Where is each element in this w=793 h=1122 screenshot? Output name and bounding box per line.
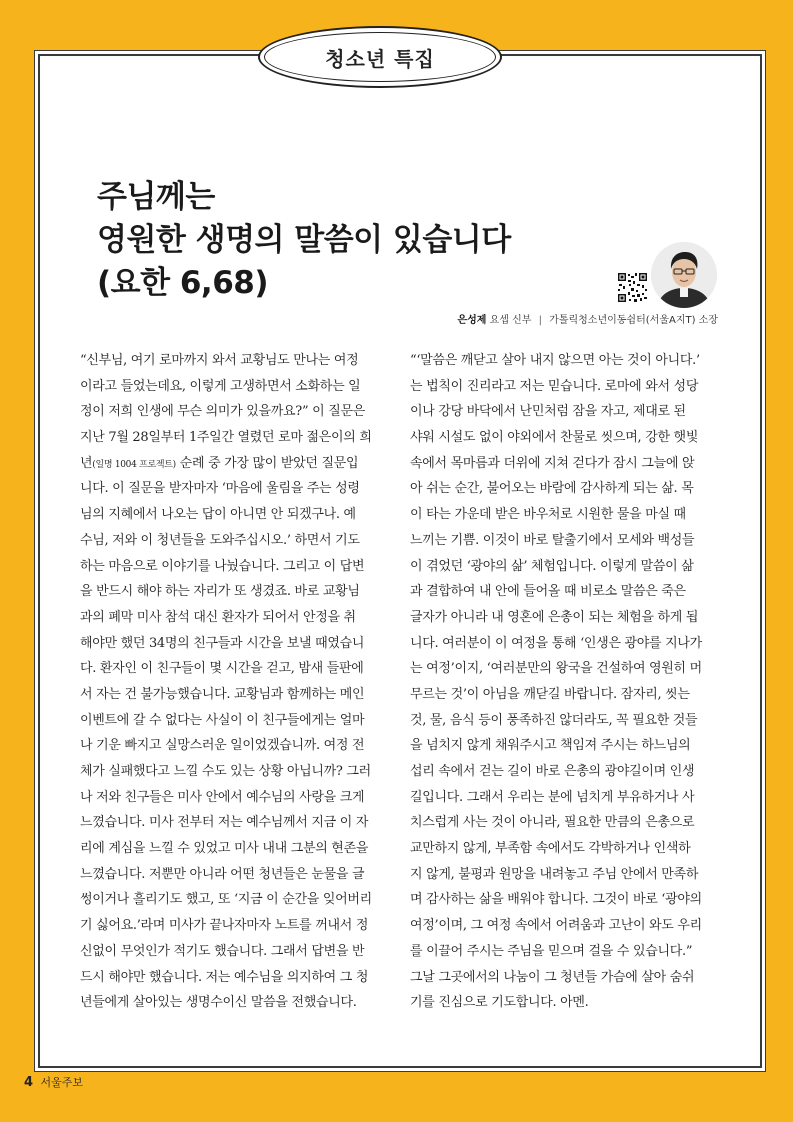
author-role: 요셉 신부 bbox=[489, 315, 532, 326]
body-line: 리에 계심을 느낄 수 있었고 미사 내내 그분의 현존을 bbox=[80, 841, 369, 857]
body-line: 썽이거나 흘리기도 했고, 또 ‘지금 이 순간을 잊어버리 bbox=[80, 892, 372, 908]
body-line: 를 이끌어 주시는 주님을 믿으며 걸을 수 있습니다.” bbox=[410, 943, 693, 959]
body-line: 이라고 들었는데요, 이렇게 고생하면서 소화하는 일 bbox=[80, 378, 361, 394]
body-line: 다. 환자인 이 친구들이 몇 시간을 걷고, 밤새 들판에 bbox=[80, 661, 364, 677]
body-line: 니다. 이 질문을 받자마자 ‘마음에 울림을 주는 성령 bbox=[80, 481, 360, 497]
body-line: 님의 지혜에서 나오는 답이 아니면 안 되겠구나. 예 bbox=[80, 507, 356, 523]
body-line: 나 기운 빠지고 실망스러운 일이었겠습니까. 여정 전 bbox=[80, 738, 365, 754]
page-number: 4 bbox=[24, 1075, 34, 1090]
body-line: 느꼈습니다. 저뿐만 아니라 어떤 청년들은 눈물을 글 bbox=[80, 866, 365, 882]
body-line: 지난 7월 28일부터 1주일간 열렸던 로마 젊은이의 희 bbox=[80, 430, 372, 446]
body-line: 드시 해야만 했습니다. 저는 예수님을 의지하여 그 청 bbox=[80, 969, 369, 985]
body-line: 기 싫어요.’라며 미사가 끝나자마자 노트를 꺼내서 정 bbox=[80, 918, 369, 934]
author-byline bbox=[457, 311, 718, 326]
body-line: 여정’이며, 그 여정 속에서 어려움과 고난이 와도 우리 bbox=[410, 918, 702, 934]
body-line: 느꼈습니다. 미사 전부터 저는 예수님께서 지금 이 자 bbox=[80, 815, 369, 831]
body-line: 무르는 것’이 아님을 깨닫길 바랍니다. 잠자리, 씻는 bbox=[410, 686, 690, 702]
body-line: 수님, 저와 이 청년들을 도와주십시오.’ 하면서 기도 bbox=[80, 532, 360, 548]
body-line: 기를 진심으로 기도합니다. 아멘. bbox=[410, 995, 589, 1011]
body-line: 이 겪었던 ‘광야의 삶’ 체험입니다. 이렇게 말씀이 삶 bbox=[410, 558, 694, 574]
body-line: 니다. 여러분이 이 여정을 통해 ‘인생은 광야를 지나가 bbox=[410, 635, 702, 651]
portrait-image bbox=[651, 242, 717, 308]
body-line: 는 법칙이 진리라고 저는 믿습니다. 로마에 와서 성당 bbox=[410, 378, 699, 394]
body-line: 나 저와 친구들은 미사 안에서 예수님의 사랑을 크게 bbox=[80, 789, 365, 805]
body-line: 그날 그곳에서의 나눔이 그 청년들 가슴에 살아 숨쉬 bbox=[410, 969, 695, 985]
body-line bbox=[80, 451, 385, 477]
body-column-right bbox=[410, 348, 720, 1016]
body-line: 서 자는 건 불가능했습니다. 교황님과 함께하는 메인 bbox=[80, 686, 365, 702]
body-line: 과의 폐막 미사 참석 대신 환자가 되어서 안정을 취 bbox=[80, 609, 356, 625]
title-line-3: (요한 6,68) bbox=[97, 265, 269, 301]
body-line: 을 반드시 해야 하는 자리가 또 생겼죠. 바로 교황님 bbox=[80, 584, 360, 600]
body-line: 이나 강당 바닥에서 난민처럼 잠을 자고, 제대로 된 bbox=[410, 404, 686, 420]
body-line: “‘말씀은 깨닫고 살아 내지 않으면 아는 것이 아니다.’ bbox=[410, 353, 700, 368]
body-line-text: 년 bbox=[80, 455, 93, 471]
qr-code-icon[interactable] bbox=[617, 272, 648, 303]
body-line: 체가 실패했다고 느낄 수도 있는 상황 아닙니까? 그러 bbox=[80, 764, 371, 779]
body-column-left bbox=[80, 348, 385, 1016]
body-line: 해야만 했던 34명의 친구들과 시간을 보낼 때였습니 bbox=[80, 635, 365, 651]
section-label: 청소년 특집 bbox=[325, 46, 435, 71]
body-line: 섭리 속에서 걷는 길이 바로 은총의 광야길이며 인생 bbox=[410, 764, 695, 779]
body-line: “신부님, 여기 로마까지 와서 교황님도 만나는 여정 bbox=[80, 353, 359, 368]
body-line: 아 쉬는 순간, 불어오는 바람에 감사하게 되는 삶. 목 bbox=[410, 481, 694, 497]
page-footer bbox=[24, 1074, 83, 1090]
body-line-text: 순례 중 가장 많이 받았던 질문입 bbox=[175, 455, 359, 471]
body-line: 지 않게, 불평과 원망을 내려놓고 주님 안에서 만족하 bbox=[410, 866, 699, 882]
body-line: 이 타는 가운데 받은 바우처로 시원한 물을 마실 때 bbox=[410, 507, 686, 523]
body-line: 을 넘치지 않게 채워주시고 책임져 주시는 하느님의 bbox=[410, 738, 691, 754]
article-title bbox=[97, 176, 511, 305]
body-line: 년들에게 살아있는 생명수이신 말씀을 전했습니다. bbox=[80, 995, 357, 1011]
project-note: (일명 1004 프로젝트) bbox=[92, 459, 176, 470]
publication-name: 서울주보 bbox=[40, 1076, 84, 1089]
body-line: 글자가 아니라 내 영혼에 은총이 되는 체험을 하게 됩 bbox=[410, 609, 699, 625]
body-line: 샤워 시설도 없이 야외에서 찬물로 씻으며, 강한 햇빛 bbox=[410, 430, 699, 446]
body-line: 는 여정’이지, ‘여러분만의 왕국을 건설하여 영원히 머 bbox=[410, 661, 702, 677]
body-line: 느끼는 기쁨. 이것이 바로 탈출기에서 모세와 백성들 bbox=[410, 532, 695, 548]
title-line-1: 주님께는 bbox=[97, 179, 215, 215]
section-banner bbox=[258, 26, 502, 88]
body-line: 교만하지 않게, 부족함 속에서도 각박하거나 인색하 bbox=[410, 841, 691, 857]
body-line: 길입니다. 그래서 우리는 분에 넘치게 부유하거나 사 bbox=[410, 789, 695, 805]
byline-separator: | bbox=[538, 315, 542, 326]
body-line: 며 감사하는 삶을 배워야 합니다. 그것이 바로 ‘광야의 bbox=[410, 892, 702, 908]
body-line: 치스럽게 사는 것이 아니라, 필요한 만큼의 은총으로 bbox=[410, 815, 695, 831]
body-line: 하는 마음으로 이야기를 나눴습니다. 그리고 이 답변 bbox=[80, 558, 365, 574]
body-line: 과 결합하여 내 안에 들어올 때 비로소 말씀은 죽은 bbox=[410, 584, 686, 600]
body-line: 속에서 목마름과 더위에 지쳐 걷다가 잠시 그늘에 앉 bbox=[410, 455, 695, 471]
title-line-2: 영원한 생명의 말씀이 있습니다 bbox=[97, 222, 511, 258]
body-line: 신없이 무엇인가 적기도 했습니다. 그래서 답변을 반 bbox=[80, 943, 365, 959]
body-line: 이벤트에 갈 수 없다는 사실이 이 친구들에게는 얼마 bbox=[80, 712, 365, 728]
author-name: 은성제 bbox=[457, 315, 487, 326]
body-line: 것, 물, 음식 등이 풍족하진 않더라도, 꼭 필요한 것들 bbox=[410, 712, 698, 728]
body-line: 정이 저희 인생에 무슨 의미가 있을까요?” 이 질문은 bbox=[80, 404, 366, 420]
author-position: 가톨릭청소년이동쉼터(서울A지T) 소장 bbox=[549, 315, 718, 326]
author-portrait bbox=[651, 242, 717, 308]
